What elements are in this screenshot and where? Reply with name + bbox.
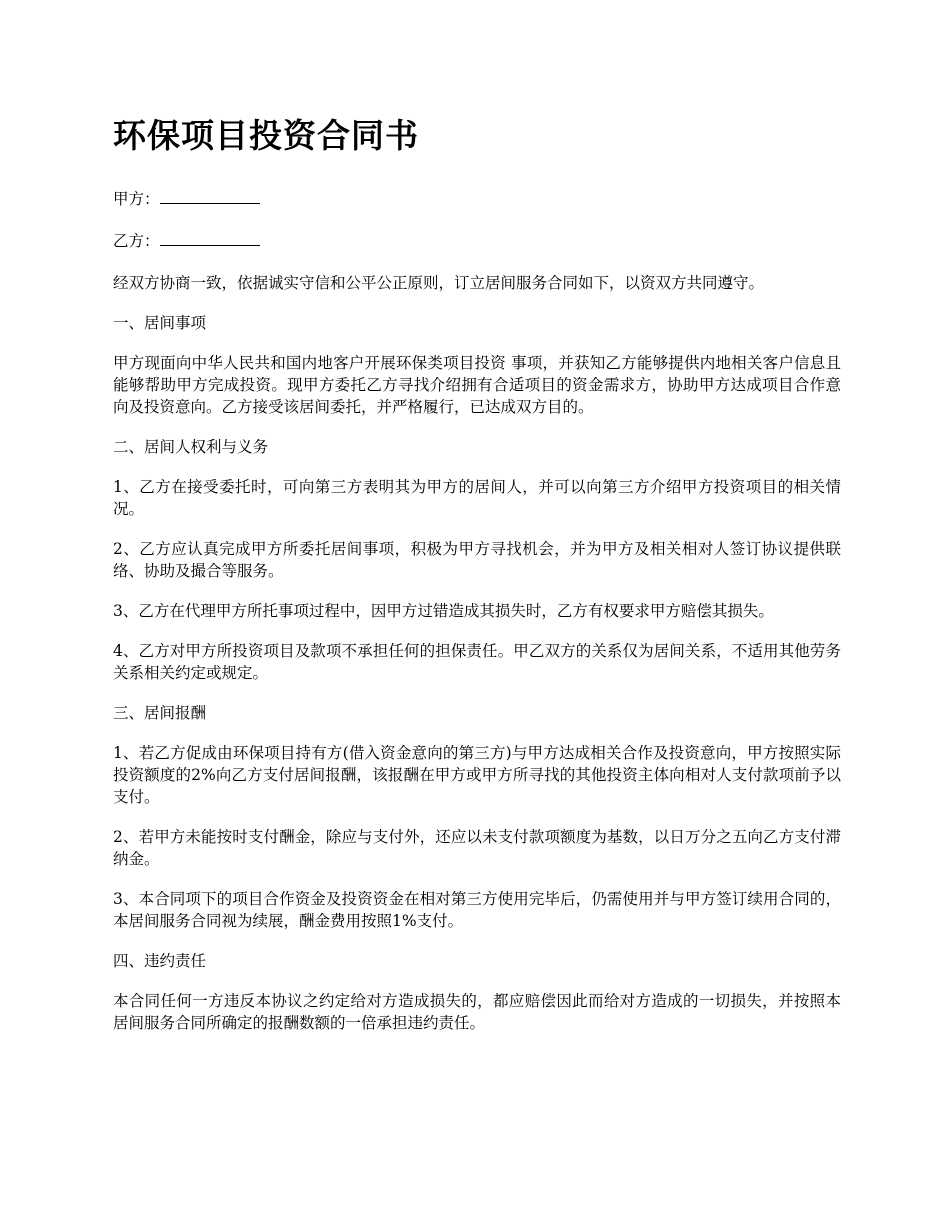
section-paragraph: 3、乙方在代理甲方所托事项过程中，因甲方过错造成其损失时，乙方有权要求甲方赔偿其损失。 (113, 602, 774, 620)
section-heading: 二、居间人权利与义务 (113, 438, 269, 456)
party-b-line (113, 230, 841, 252)
party-b-blank (160, 231, 260, 246)
party-a-blank (160, 189, 260, 204)
section-paragraph: 本合同任何一方违反本协议之约定给对方造成损失的，都应赔偿因此而给对方造成的一切损失，并按照本居间服务合同所确定的报酬数额的一倍承担违约责任。 (113, 992, 841, 1032)
document-title: 环保项目投资合同书 (113, 116, 419, 155)
party-a-label: 甲方： (113, 190, 160, 208)
intro-paragraph: 经双方协商一致，依据诚实守信和公平公正原则，订立居间服务合同如下，以资双方共同遵守。 (113, 274, 765, 292)
party-a-line (113, 188, 841, 210)
section-paragraph: 甲方现面向中华人民共和国内地客户开展环保类项目投资 事项，并获知乙方能够提供内地相关客户信息且能够帮助甲方完成投资。现甲方委托乙方寻找介绍拥有合适项目的资金需求方，协助甲方达成项目合作意向及投资意向。乙方接受该居间委托，并严格履行，已达成双方目的。 (113, 354, 841, 416)
section-paragraph: 1、若乙方促成由环保项目持有方(借入资金意向的第三方)与甲方达成相关合作及投资意向，甲方按照实际投资额度的2%向乙方支付居间报酬，该报酬在甲方或甲方所寻找的其他投资主体向相对人支付款项前予以支付。 (113, 744, 841, 806)
section-paragraph: 2、若甲方未能按时支付酬金，除应与支付外，还应以未支付款项额度为基数，以日万分之五向乙方支付滞纳金。 (113, 828, 841, 868)
document-page (113, 112, 841, 1052)
section-paragraph: 1、乙方在接受委托时，可向第三方表明其为甲方的居间人，并可以向第三方介绍甲方投资项目的相关情况。 (113, 478, 841, 518)
section-paragraph: 2、乙方应认真完成甲方所委托居间事项，积极为甲方寻找机会，并为甲方及相关相对人签订协议提供联络、协助及撮合等服务。 (113, 540, 841, 580)
section-paragraph: 4、乙方对甲方所投资项目及款项不承担任何的担保责任。甲乙双方的关系仅为居间关系，不适用其他劳务关系相关约定或规定。 (113, 642, 841, 682)
section-heading: 四、违约责任 (113, 952, 207, 970)
section-heading: 一、居间事项 (113, 314, 207, 332)
section-heading: 三、居间报酬 (113, 704, 207, 722)
section-paragraph: 3、本合同项下的项目合作资金及投资资金在相对第三方使用完毕后，仍需使用并与甲方签订续用合同的，本居间服务合同视为续展，酬金费用按照1%支付。 (113, 890, 841, 930)
party-b-label: 乙方： (113, 232, 160, 250)
